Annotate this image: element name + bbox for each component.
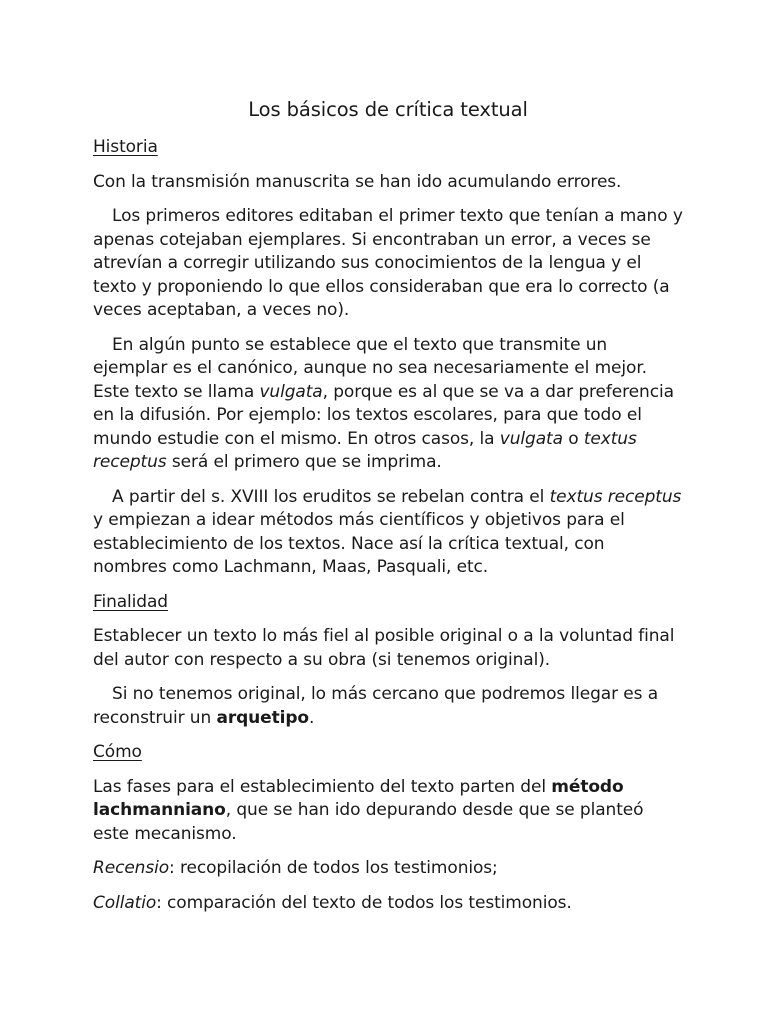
italic-term: textus receptus [549,486,682,507]
text-run: , que se han ido depurando desde que se planteó este mecanismo. [93,800,644,844]
paragraph [93,857,683,881]
text-run: Las fases para el establecimiento del texto parten del [93,776,552,797]
document-body [93,136,683,915]
text-run: A partir del s. XVIII los eruditos se rebelan contra el [112,486,550,507]
paragraph [93,625,683,672]
text-run: y empiezan a idear métodos más científicos y objetivos para el establecimiento de los textos. Nace así la crítica textual, con nombres como Lachmann, Maas, Pasquali, etc. [93,510,625,577]
paragraph [93,683,683,730]
text-run: Con la transmisión manuscrita se han ido acumulando errores. [93,171,622,192]
paragraph [93,334,683,475]
text-run: , porque es al que se va a dar preferencia en la difusión. Por ejemplo: los textos escolares, para que todo el mundo estudie con el mismo. En otros casos, la [93,381,674,449]
text-run: : comparación del texto de todos los testimonios. [156,892,572,913]
italic-term: vulgata [259,381,323,402]
section-heading: Historia [93,137,158,157]
document-page [93,96,683,926]
section-heading: Cómo [93,742,142,762]
paragraph [93,171,683,195]
italic-term: Recensio [93,858,170,878]
paragraph [93,205,683,323]
text-run: : recopilación de todos los testimonios; [169,858,498,878]
bold-term: método lachmanniano [93,776,624,820]
paragraph [93,892,683,916]
text-run: Si no tenemos original, lo más cercano que podremos llegar es a reconstruir un [93,684,659,728]
paragraph [93,776,683,847]
bold-term: arquetipo [216,707,310,728]
section-heading: Finalidad [93,591,169,612]
text-run: o [562,428,584,449]
italic-term: textus receptus [93,428,637,472]
text-run: será el primero que se imprima. [166,452,442,472]
paragraph [93,486,683,580]
italic-term: vulgata [499,428,563,449]
document-title: Los básicos de crítica textual [248,98,528,121]
text-run: En algún punto se establece que el texto que transmite un ejemplar es el canónico, aunque no sea necesariamente el mejor. Este texto se llama [93,334,647,402]
italic-term: Collatio [93,892,157,913]
text-run: . [309,707,315,728]
text-run: Establecer un texto lo más fiel al posible original o a la voluntad final del autor con respecto a su obra (si tenemos original). [93,626,675,670]
text-run: Los primeros editores editaban el primer texto que tenían a mano y apenas cotejaban ejemplares. Si encontraban un error, a veces se atrevían a corregir utilizando sus conocimientos de la lengua y el texto y proponiendo lo que ellos consideraban que era lo correcto (a veces aceptaban, a veces no). [93,206,683,320]
